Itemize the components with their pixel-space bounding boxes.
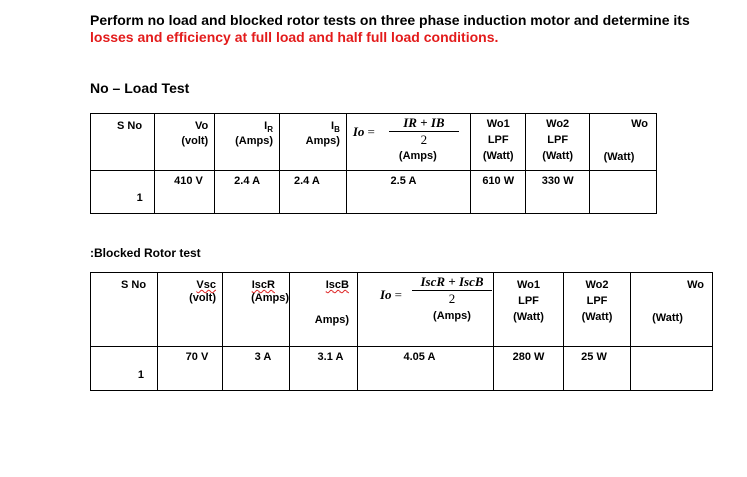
cell-sno-value: 1 — [137, 369, 144, 381]
header-iscb-label: IscB — [325, 279, 349, 291]
cell-iscb-value: 3.1 A — [317, 351, 344, 363]
header-vo — [154, 114, 215, 171]
header-wo1-unit: (Watt) — [513, 311, 544, 323]
cell-iscr — [223, 347, 290, 391]
io-denominator: 2 — [420, 132, 428, 147]
header-ir — [215, 114, 280, 171]
cell-iscr-value: 3 A — [254, 351, 272, 363]
blocked-rotor-heading: :Blocked Rotor test — [90, 246, 201, 260]
header-wo1-label: Wo1 — [516, 279, 541, 291]
io-equals: = — [394, 287, 402, 302]
table-header-row — [91, 273, 713, 347]
cell-wo2 — [526, 171, 590, 214]
cell-wo2-value: 25 W — [581, 351, 607, 363]
cell-wo2-value: 330 W — [541, 175, 574, 187]
cell-io — [346, 171, 470, 214]
header-sno — [91, 114, 155, 171]
table-row — [91, 347, 713, 391]
io-equals: = — [367, 124, 375, 139]
header-ib — [279, 114, 346, 171]
header-wo2-unit: (Watt) — [542, 150, 574, 162]
header-io-formula — [358, 273, 494, 347]
header-vsc-unit: (volt) — [189, 292, 216, 304]
cell-sno-value: 1 — [136, 192, 143, 204]
header-wo — [631, 273, 713, 347]
no-load-table — [90, 113, 657, 214]
cell-wo1 — [494, 347, 564, 391]
table-header-row — [91, 114, 657, 171]
header-sno-label: S No — [117, 120, 143, 132]
header-wo1 — [494, 273, 564, 347]
header-ib-unit: Amps) — [305, 135, 340, 148]
io-symbol: Io — [380, 287, 392, 302]
header-iscb-unit: Amps) — [314, 314, 349, 326]
cell-ib-value: 2.4 A — [293, 175, 320, 187]
header-wo2-label: Wo2 — [546, 118, 570, 130]
header-ir-unit: (Amps) — [235, 135, 273, 148]
io-denominator: 2 — [448, 291, 456, 306]
header-wo1 — [471, 114, 526, 171]
blocked-rotor-table — [90, 272, 713, 391]
cell-vo-value: 410 V — [174, 175, 203, 187]
cell-sno — [91, 347, 158, 391]
header-sno — [91, 273, 158, 347]
header-vo-label: Vo — [194, 120, 209, 132]
cell-io — [358, 347, 494, 391]
cell-vsc — [158, 347, 223, 391]
header-vsc — [158, 273, 223, 347]
cell-ir-value: 2.4 A — [234, 175, 261, 187]
cell-ir — [215, 171, 280, 214]
header-wo2 — [526, 114, 590, 171]
header-wo-label: Wo — [687, 279, 704, 291]
cell-io-value: 2.5 A — [390, 175, 417, 187]
header-wo2 — [564, 273, 631, 347]
cell-sno — [91, 171, 155, 214]
header-wo-unit: (Watt) — [603, 151, 635, 163]
header-vo-unit: (volt) — [181, 135, 209, 147]
header-ir-label: I — [264, 120, 268, 132]
header-wo1-lpf: LPF — [518, 295, 539, 307]
header-wo2-label: Wo2 — [585, 279, 609, 291]
cell-wo2 — [564, 347, 631, 391]
header-wo2-lpf: LPF — [547, 134, 569, 146]
io-symbol: Io — [352, 124, 365, 139]
title-highlight: losses and efficiency at full load and half full load conditions. — [90, 29, 499, 45]
header-iscr-label: IscR — [251, 279, 275, 291]
cell-wo — [590, 171, 657, 214]
cell-ib — [279, 171, 346, 214]
header-iscb — [290, 273, 358, 347]
header-ir-sub: R — [267, 125, 273, 135]
cell-wo — [631, 347, 713, 391]
title-text: Perform no load and blocked rotor tests on three phase induction motor and determine its — [90, 12, 690, 28]
table-row — [91, 171, 657, 214]
io-numerator: IR + IB — [389, 115, 459, 132]
header-wo-label: Wo — [631, 118, 648, 130]
cell-wo1 — [471, 171, 526, 214]
header-wo1-label: Wo1 — [486, 118, 510, 130]
cell-wo1-value: 610 W — [482, 175, 515, 187]
header-wo — [590, 114, 657, 171]
header-sno-label: S No — [121, 279, 147, 291]
header-wo1-lpf: LPF — [487, 134, 509, 146]
cell-io-value: 4.05 A — [403, 351, 436, 363]
header-io-formula — [346, 114, 470, 171]
header-ib-sub: B — [334, 125, 340, 135]
cell-iscb — [290, 347, 358, 391]
header-wo2-lpf: LPF — [586, 295, 608, 307]
header-wo-unit: (Watt) — [652, 312, 683, 324]
header-wo1-unit: (Watt) — [482, 150, 514, 162]
io-unit: (Amps) — [398, 150, 437, 162]
cell-wo1-value: 280 W — [512, 351, 545, 363]
io-numerator: IscR + IscB — [412, 274, 492, 291]
io-unit: (Amps) — [433, 310, 471, 322]
no-load-heading: No – Load Test — [90, 80, 190, 96]
cell-vo — [154, 171, 215, 214]
header-ib-label: I — [331, 120, 335, 132]
page-title — [90, 12, 730, 46]
header-wo2-unit: (Watt) — [581, 311, 613, 323]
header-vsc-label: Vsc — [196, 279, 216, 291]
header-iscr — [223, 273, 290, 347]
cell-vsc-value: 70 V — [185, 351, 209, 363]
header-iscr-unit: (Amps) — [251, 292, 289, 304]
